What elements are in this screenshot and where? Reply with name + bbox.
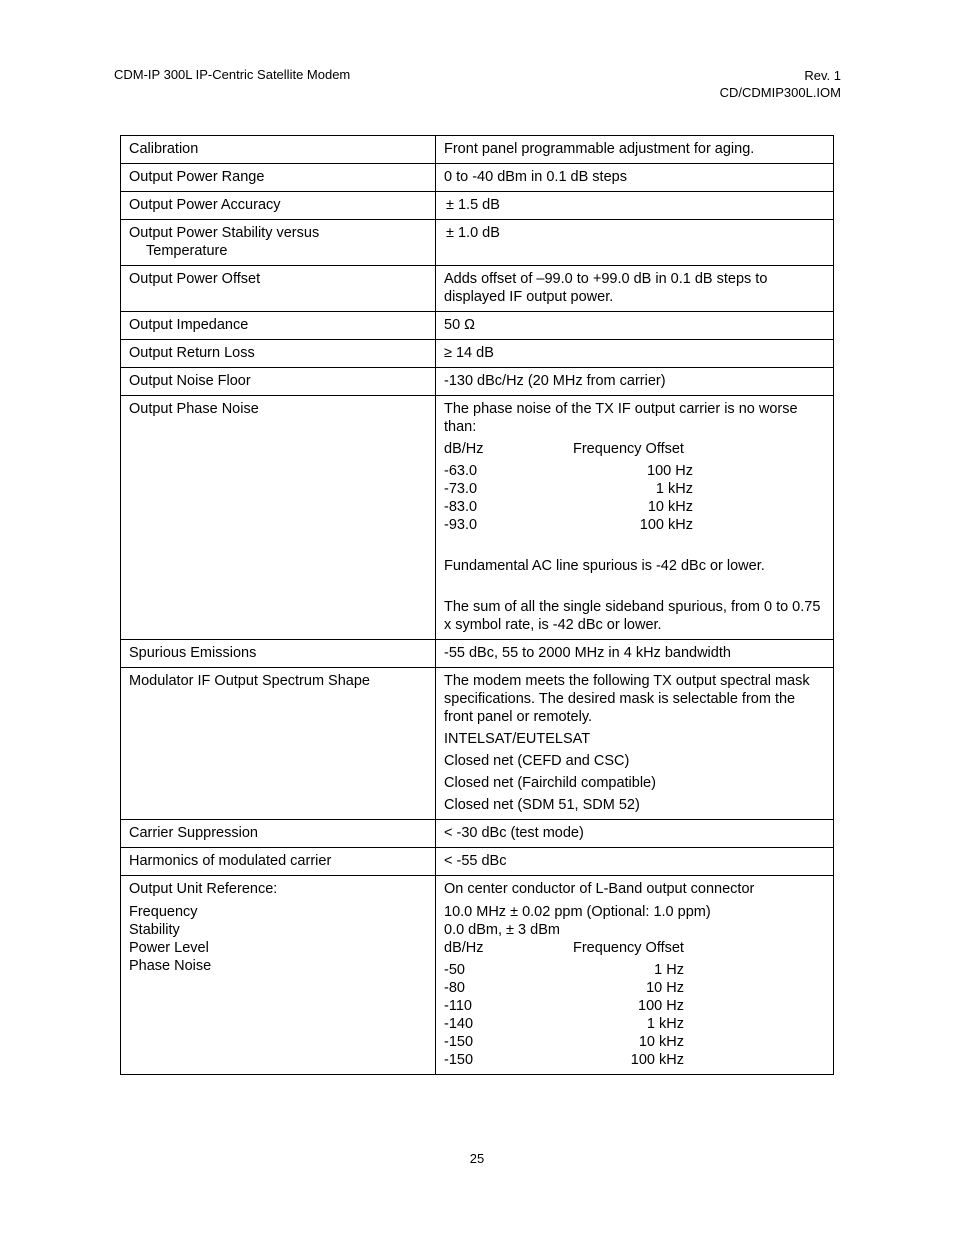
page-number: 25 [469,1151,485,1166]
reference-table-header [444,939,825,957]
reference-power-level: 0.0 dBm, ± 3 dBm [444,922,560,938]
offset-row [444,1015,825,1033]
offset-value: 100 kHz [639,517,693,533]
reference-intro: On center conductor of L-Band output connector [444,881,755,897]
reference-stability: 10.0 MHz ± 0.02 ppm (Optional: 1.0 ppm) [444,904,711,920]
table-row [121,220,834,266]
spec-label: Output Impedance [121,312,436,340]
reference-sublabels [129,903,427,975]
db-value: -110 [444,998,472,1014]
mask-option: Closed net (SDM 51, SDM 52) [444,797,640,813]
table-row [121,820,834,848]
table-row [121,312,834,340]
table-row [121,876,834,1075]
offset-value: 100 Hz [638,998,684,1014]
offset-row [444,1051,825,1069]
db-value: -80 [444,980,465,996]
mask-options-list [444,730,825,814]
spec-table [120,135,834,1075]
spec-value [436,668,834,820]
spec-value [436,220,834,266]
offset-row [444,516,825,534]
offset-value: 10 kHz [638,1034,684,1050]
column-header-offset: Frequency Offset [573,441,684,457]
spec-label [121,220,436,266]
spec-label: Output Return Loss [121,340,436,368]
offset-value: 1 Hz [654,962,684,978]
ac-line-note: Fundamental AC line spurious is -42 dBc or lower. [444,558,765,574]
spec-value: Adds offset of –99.0 to +99.0 dB in 0.1 dB steps to displayed IF output power. [436,266,834,312]
doc-header-title: CDM-IP 300L IP-Centric Satellite Modem [114,67,351,82]
accuracy-value: ± 1.5 dB [446,197,500,213]
reference-entries [444,961,825,1069]
phase-noise-table-header [444,440,825,458]
offset-row [444,462,825,480]
db-value: -140 [444,1016,474,1032]
offset-value: 1 kHz [655,481,693,497]
offset-value: 100 Hz [647,463,693,479]
reference-sublabel: Power Level [129,940,209,956]
spec-value: < -30 dBc (test mode) [436,820,834,848]
spec-value: 0 to -40 dBm in 0.1 dB steps [436,164,834,192]
table-row [121,848,834,876]
spec-label: Output Power Offset [121,266,436,312]
table-row [121,640,834,668]
offset-row [444,979,825,997]
spec-value [436,192,834,220]
spec-label: Output Power Range [121,164,436,192]
mask-option: Closed net (Fairchild compatible) [444,775,656,791]
spec-label [121,876,436,1075]
spec-label-line: Temperature [146,243,228,259]
db-value: -50 [444,962,465,978]
table-row [121,340,834,368]
spec-value: Front panel programmable adjustment for aging. [436,136,834,164]
db-value: -150 [444,1052,474,1068]
db-value: -150 [444,1034,474,1050]
spec-value [436,396,834,640]
spec-label: Spurious Emissions [121,640,436,668]
db-value: -83.0 [444,499,478,515]
offset-value: 10 kHz [647,499,693,515]
mask-option: INTELSAT/EUTELSAT [444,731,591,747]
revision-line: Rev. 1 [804,68,841,83]
reference-label: Output Unit Reference: [129,881,278,897]
doc-header-revision [720,67,841,101]
spec-value [436,876,834,1075]
spec-value: < -55 dBc [436,848,834,876]
spec-value: 50 Ω [436,312,834,340]
document-code: CD/CDMIP300L.IOM [719,85,841,100]
offset-row [444,1033,825,1051]
offset-value: 10 Hz [646,980,684,996]
db-value: -63.0 [444,463,478,479]
offset-value: 1 kHz [646,1016,684,1032]
offset-row [444,480,825,498]
table-row [121,136,834,164]
spec-value: ≥ 14 dB [436,340,834,368]
spec-label: Modulator IF Output Spectrum Shape [121,668,436,820]
spec-label: Output Power Accuracy [121,192,436,220]
phase-noise-intro: The phase noise of the TX IF output carrier is no worse than: [444,401,798,435]
column-header-dbhz: dB/Hz [444,441,484,457]
offset-row [444,997,825,1015]
table-row [121,192,834,220]
table-row [121,396,834,640]
spectrum-intro: The modem meets the following TX output spectral mask specifications. The desired mask is selectable from the front panel or remotely. [444,673,810,725]
column-header-offset: Frequency Offset [573,940,684,956]
table-row [121,368,834,396]
sideband-spurious-note: The sum of all the single sideband spurious, from 0 to 0.75 x symbol rate, is -42 dBc or lower. [444,599,821,633]
stability-value: ± 1.0 dB [446,225,500,241]
offset-row [444,961,825,979]
spec-value: -55 dBc, 55 to 2000 MHz in 4 kHz bandwidth [436,640,834,668]
spec-value: -130 dBc/Hz (20 MHz from carrier) [436,368,834,396]
spec-label: Output Noise Floor [121,368,436,396]
phase-noise-entries [444,462,825,534]
reference-sublabel: Phase Noise [129,958,212,974]
mask-option: Closed net (CEFD and CSC) [444,753,630,769]
spec-label: Harmonics of modulated carrier [121,848,436,876]
table-row [121,668,834,820]
offset-row [444,498,825,516]
spec-label: Carrier Suppression [121,820,436,848]
spec-label-line: Output Power Stability versus [129,225,320,241]
spec-label: Calibration [121,136,436,164]
db-value: -93.0 [444,517,478,533]
column-header-dbhz: dB/Hz [444,940,484,956]
reference-sublabel: Stability [129,922,180,938]
offset-value: 100 kHz [630,1052,684,1068]
table-row [121,266,834,312]
reference-sublabel: Frequency [129,904,198,920]
spec-label: Output Phase Noise [121,396,436,640]
table-row [121,164,834,192]
db-value: -73.0 [444,481,478,497]
